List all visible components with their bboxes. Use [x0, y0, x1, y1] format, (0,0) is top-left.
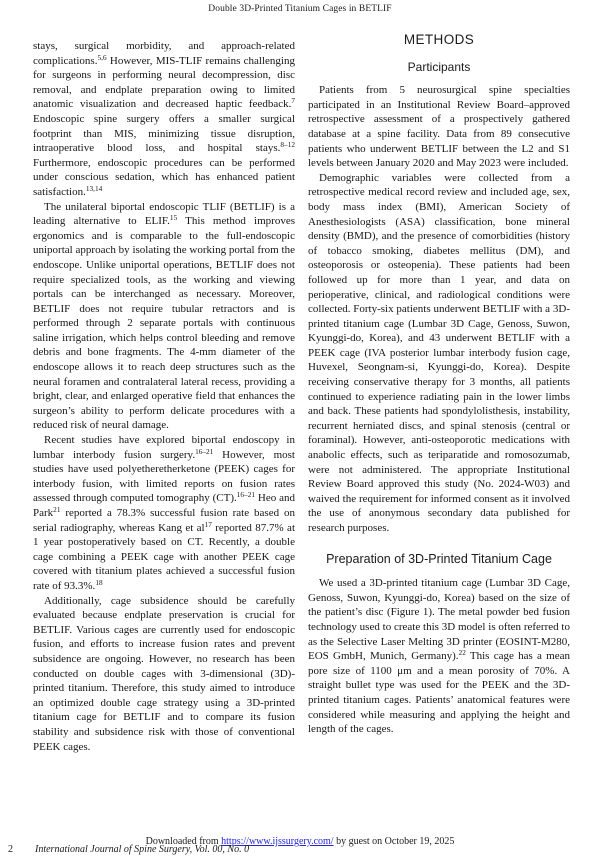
subsection-heading-participants: Participants	[407, 59, 471, 74]
two-column-body	[33, 33, 570, 754]
body-paragraph: We used a 3D-printed titanium cage (Lumbar 3D Cage, Genoss, Suwon, Kyunggi-do, Korea) based on the size of the patient’s disc (Figure 1). The metal powder bed fusion technology used to create this 3D model is often referred to as the Selective Laser Melting 3D printer (EOSINT-M280, EOS GmbH, Munich, Germany).$^{22}$ This cage has a mean pore size of 1100 μm and a mean porosity of 70%. A straight bullet type was used for the PEEK and the 3D-printed titanium cages. Patients’ anatomical features were considered while measuring and applying the height and length of the cages.	[308, 577, 570, 736]
page-number: 2	[8, 844, 13, 855]
right-column	[308, 33, 570, 754]
section-heading-methods: METHODS	[403, 32, 475, 47]
download-prefix-text: Downloaded from	[145, 836, 222, 847]
body-paragraph: Demographic variables were collected from a retrospective medical record review and included age, sex, body mass index (BMI), American Society of Anesthesiologists (ASA) classification, bone mineral density (BMD), and the presence of comorbidities (history of tobacco smoking, diabetes mellitus (DM), and osteoporosis or osteopenia). These patients had been followed up for more than 1 year, and data on perioperative, clinical, and radiological conditions were collected. Forty-six patients underwent BETLIF with a 3D-printed titanium cage (Lumbar 3D Cage, Genoss, Suwon, Kyunggi-do, Korea), and 43 underwent BETLIF with a PEEK cage (IVA posterior lumbar interbody fusion cage, Huvexel, Seongnam-si, Kyunggi-do, Korea). Despite receiving conservative therapy for 3 months, all patients continued to experience radiating pain in the lower limbs and back. These patients had spondylolisthesis, instability, recurrent herniated discs, and spinal stenosis (central or foraminal). However, anti-osteoporotic medications with anabolic effects, such as teriparatide and romosozumab, were not administered. The appropriate Institutional Review Board approved this study (No. 2024-W03) and waived the requirement for informed consent as it involved the use of anonymous secondary data published for research purposes.	[308, 171, 570, 534]
body-paragraph: stays, surgical morbidity, and approach-related complications.$^{5,6}$ However, MIS-TLIF remains challenging for surgeons in performing neural decompression, disc removal, and endplate preparation owing to limited anatomic visualization and decreased haptic feedback.$^7$ Endoscopic spine surgery offers a smaller surgical footprint than MIS, minimizing tissue disruption, intraoperative blood loss, and hospital stays.$^{8-12}$ Furthermore, endoscopic procedures can be performed under conscious sedation, which has enhanced patient satisfaction.$^{13,14}$	[33, 40, 295, 198]
left-column	[33, 33, 295, 754]
body-paragraph: Additionally, cage subsidence should be carefully evaluated because endplate preservation is crucial for BETLIF. Various cages are currently used for endoscopic fusion, and efforts to increase fusion rates and prevent subsidence are ongoing. However, no research has been conducted on double cages with 3-dimensional (3D)-printed titanium. Therefore, this study aimed to introduce an optimized double cage strategy using a 3D-printed titanium cage for BETLIF and to compare its fusion stability and subsidence risk with those of conventional PEEK cages.	[33, 594, 295, 753]
body-paragraph: The unilateral biportal endoscopic TLIF (BETLIF) is a leading alternative to ELIF.$^{15}$ This method improves ergonomics and is comparable to the full-endoscopic uniportal approach by isolating the working portal from the endoscope. Unlike uniportal operations, BETLIF does not require specialized tools, as the working and viewing portals can be interchanged as necessary. Moreover, BETLIF does not require tubular retractors and is performed through 2 separate portals with continuous saline irrigation, which helps control bleeding and remove debris and bone fragments. The 4-mm diameter of the endoscope allows it to reach deep structures such as the neural foramen and contralateral lateral recess, providing a bright, clear, and enlarged operative field that enhances the surgeon’s ability to perform delicate procedures with a reduced risk of neural damage.	[33, 200, 295, 432]
participants-text	[308, 83, 570, 535]
body-paragraph: Recent studies have explored biportal endoscopy in lumbar interbody fusion surgery.$^{16-21}$ However, most studies have used polyetheretherketone (PEEK) cages for interbody fusion, with limited reports on fusion rates assessed through computed tomography (CT).$^{16-21}$ Heo and Park$^{21}$ reported a 78.3% successful fusion rate based on serial radiography, whereas Kang et $al^{17}$ reported 87.7% at 1 year postoperatively based on CT. Recently, a double cage combining a PEEK cage with another PEEK cage covered with titanium plates achieved a successful fusion rate of 93.3%.$^{18}$	[33, 434, 296, 592]
preparation-text	[308, 576, 570, 737]
subsection-heading-preparation: Preparation of 3D-Printed Titanium Cage	[326, 551, 552, 566]
journal-url-link[interactable]: https://www.ijssurgery.com/	[221, 836, 334, 847]
download-suffix-text: by guest on October 19, 2025	[333, 836, 455, 847]
journal-footline	[8, 844, 249, 855]
body-paragraph: Patients from 5 neurosurgical spine specialties participated in an Institutional Review Board–approved retrospective assessment of a prospectively gathered database at a spine facility. Data from 89 consecutive patients who underwent BETLIF between the L2 and S1 levels between January 2020 and May 2023 were included.	[308, 84, 570, 170]
journal-citation: International Journal of Spine Surgery, Vol. 00, No. 0	[35, 844, 250, 855]
running-head: Double 3D-Printed Titanium Cages in BETLIF	[208, 4, 392, 14]
